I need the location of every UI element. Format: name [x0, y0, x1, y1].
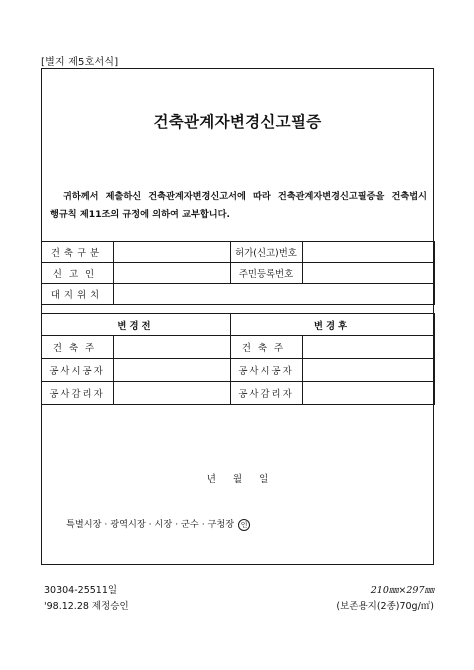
table-row	[41, 336, 434, 359]
issuing-authority-text: 특별시장 · 광역시장 · 시장 · 군수 · 구청장	[66, 519, 235, 530]
supervisor-before-label: 공사감리자	[41, 382, 113, 405]
statement-line-1: 귀하께서 제출하신 건축관계자변경신고서에 따라 건축관계자변경신고필증을 건축법시	[63, 191, 427, 202]
document-title: 건축관계자변경신고필증	[153, 112, 322, 131]
table-spacer	[41, 305, 434, 314]
table-row	[41, 284, 434, 305]
contractor-before-label: 공사시공자	[41, 359, 113, 382]
owner-after-label: 건축주	[230, 336, 302, 359]
form-code: 30304-25511일	[44, 585, 118, 596]
reporter-field[interactable]	[113, 263, 230, 284]
approval-date: '98.12.28 제정승인	[44, 601, 129, 612]
table-row	[41, 382, 434, 405]
after-change-header: 변경후	[230, 314, 434, 336]
supervisor-before-field[interactable]	[113, 382, 230, 405]
table-spacer-row	[41, 305, 434, 314]
table-row	[41, 242, 434, 263]
certificate-statement	[50, 188, 427, 224]
resident-number-label: 주민등록번호	[230, 263, 302, 284]
registration-table	[41, 241, 435, 405]
form-number-label: [별지 제5호서식]	[41, 57, 119, 68]
owner-after-field[interactable]	[302, 336, 434, 359]
contractor-after-field[interactable]	[302, 359, 434, 382]
supervisor-after-field[interactable]	[302, 382, 434, 405]
seal-stamp: 인	[238, 519, 250, 531]
building-category-label: 건축구분	[41, 242, 113, 263]
paper-size: 210㎜×297㎜	[370, 585, 434, 596]
site-location-label: 대지위치	[41, 284, 113, 305]
permit-number-label: 허가(신고)번호	[230, 242, 302, 263]
contractor-before-field[interactable]	[113, 359, 230, 382]
supervisor-after-label: 공사감리자	[230, 382, 302, 405]
issue-date-line: 년 월 일	[206, 474, 269, 485]
certificate-frame	[41, 68, 434, 565]
table-row	[41, 359, 434, 382]
paper-type: (보존용지(2종)70g/㎡)	[336, 601, 434, 612]
reporter-label: 신고인	[41, 263, 113, 284]
statement-line-2: 행규칙 제11조의 규정에 의하여 교부합니다.	[50, 209, 230, 220]
resident-number-field[interactable]	[302, 263, 434, 284]
before-change-header: 변경전	[41, 314, 230, 336]
site-location-field[interactable]	[113, 284, 434, 305]
contractor-after-label: 공사시공자	[230, 359, 302, 382]
permit-number-field[interactable]	[302, 242, 434, 263]
building-category-field[interactable]	[113, 242, 230, 263]
owner-before-field[interactable]	[113, 336, 230, 359]
table-header-row	[41, 314, 434, 336]
issuing-authority	[66, 516, 250, 531]
owner-before-label: 건축주	[41, 336, 113, 359]
table-row	[41, 263, 434, 284]
